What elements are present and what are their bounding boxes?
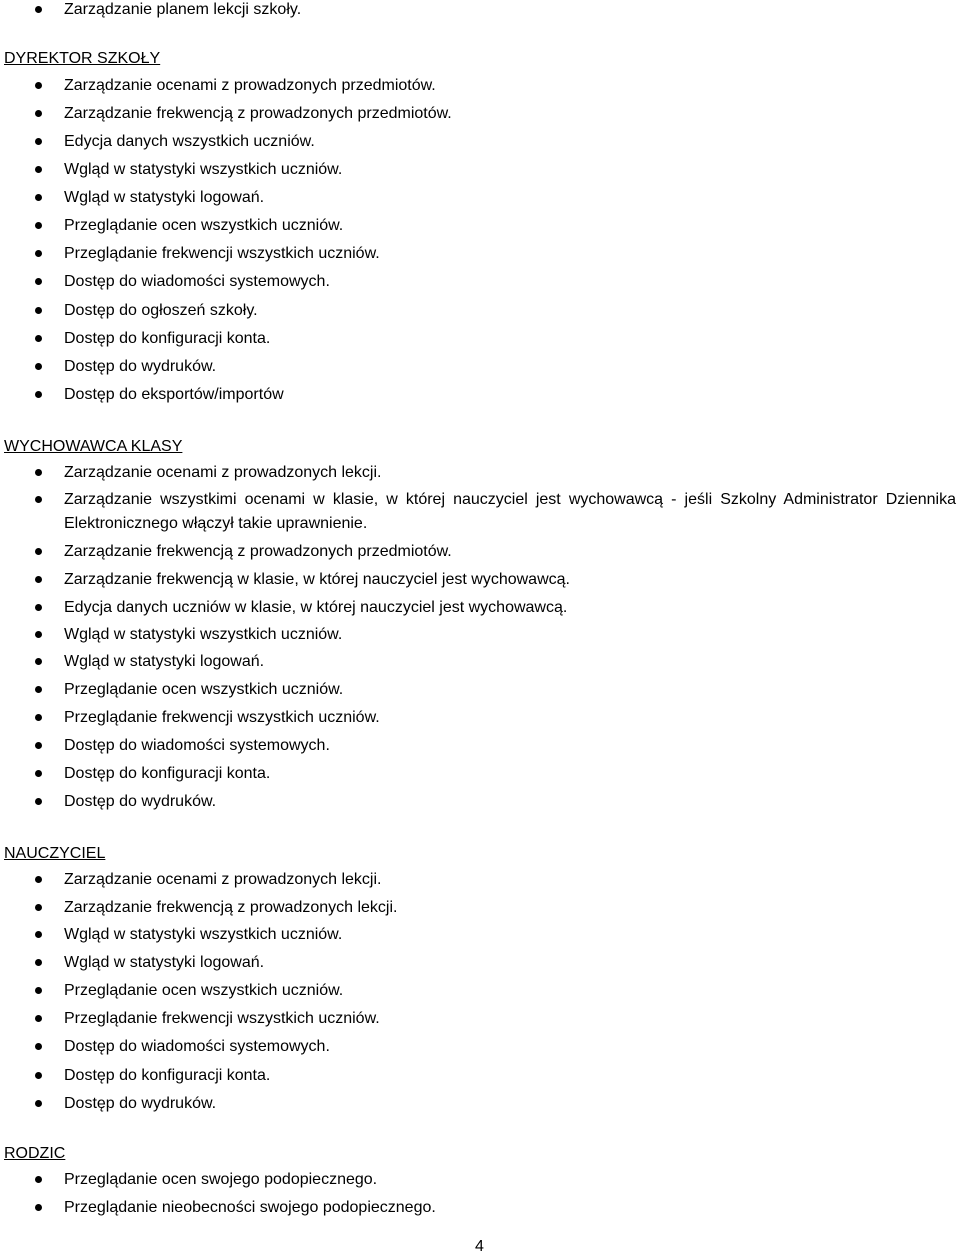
list-item: Dostęp do wiadomości systemowych. [64,737,330,754]
list-item: Wgląd w statystyki logowań. [64,653,265,670]
list-item: Zarządzanie frekwencją z prowadzonych przedmiotów. [64,543,452,560]
list-item: Wgląd w statystyki logowań. [64,189,265,206]
list-item: Edycja danych wszystkich uczniów. [64,133,315,150]
list-item: Zarządzanie frekwencją w klasie, w której nauczyciel jest wychowawcą. [64,571,570,588]
list-item: Zarządzanie ocenami z prowadzonych lekcji. [64,464,382,481]
list-item: Dostęp do wydruków. [64,358,217,375]
list-item: Przeglądanie nieobecności swojego podopiecznego. [64,1199,436,1216]
list-item: Zarządzanie ocenami z prowadzonych przedmiotów. [64,77,436,94]
section-heading-dyrektor-szkoly: DYREKTOR SZKOŁY [4,50,161,67]
list-item: Zarządzanie ocenami z prowadzonych lekcji. [64,871,382,888]
list-item: Wgląd w statystyki wszystkich uczniów. [64,161,343,178]
list-item: Wgląd w statystyki logowań. [64,954,265,971]
section-heading-wychowawca-klasy: WYCHOWAWCA KLASY [4,438,183,455]
list-item: Zarządzanie wszystkimi ocenami w klasie, w której nauczyciel jest wychowawcą - jeśli Szkolny Administrator Dziennika Elektronicznego włączył takie uprawnienie. [64,488,956,536]
list-item: Przeglądanie ocen wszystkich uczniów. [64,217,344,234]
list-item: Dostęp do eksportów/importów [64,386,284,403]
list-item: Przeglądanie ocen swojego podopiecznego. [64,1171,378,1188]
list-item: Dostęp do wiadomości systemowych. [64,273,330,290]
list-item: Dostęp do wydruków. [64,1095,217,1112]
list-item: Dostęp do ogłoszeń szkoły. [64,302,258,319]
list-item: Zarządzanie frekwencją z prowadzonych przedmiotów. [64,105,452,122]
list-item: Wgląd w statystyki wszystkich uczniów. [64,626,343,643]
list-item: Przeglądanie frekwencji wszystkich uczniów. [64,1010,380,1027]
section-heading-rodzic: RODZIC [4,1145,66,1162]
list-item: Dostęp do wydruków. [64,793,217,810]
list-item: Przeglądanie ocen wszystkich uczniów. [64,681,344,698]
list-item: Dostęp do wiadomości systemowych. [64,1038,330,1055]
page-number: 4 [475,1238,484,1255]
list-item: Edycja danych uczniów w klasie, w której nauczyciel jest wychowawcą. [64,599,568,616]
list-item: Zarządzanie planem lekcji szkoły. [64,1,302,18]
list-item: Dostęp do konfiguracji konta. [64,330,271,347]
list-item: Dostęp do konfiguracji konta. [64,765,271,782]
section-heading-nauczyciel: NAUCZYCIEL [4,845,106,862]
list-item: Przeglądanie frekwencji wszystkich uczniów. [64,709,380,726]
list-item: Przeglądanie frekwencji wszystkich uczniów. [64,245,380,262]
list-item: Przeglądanie ocen wszystkich uczniów. [64,982,344,999]
list-item: Dostęp do konfiguracji konta. [64,1067,271,1084]
list-item: Zarządzanie frekwencją z prowadzonych lekcji. [64,899,398,916]
list-item: Wgląd w statystyki wszystkich uczniów. [64,926,343,943]
